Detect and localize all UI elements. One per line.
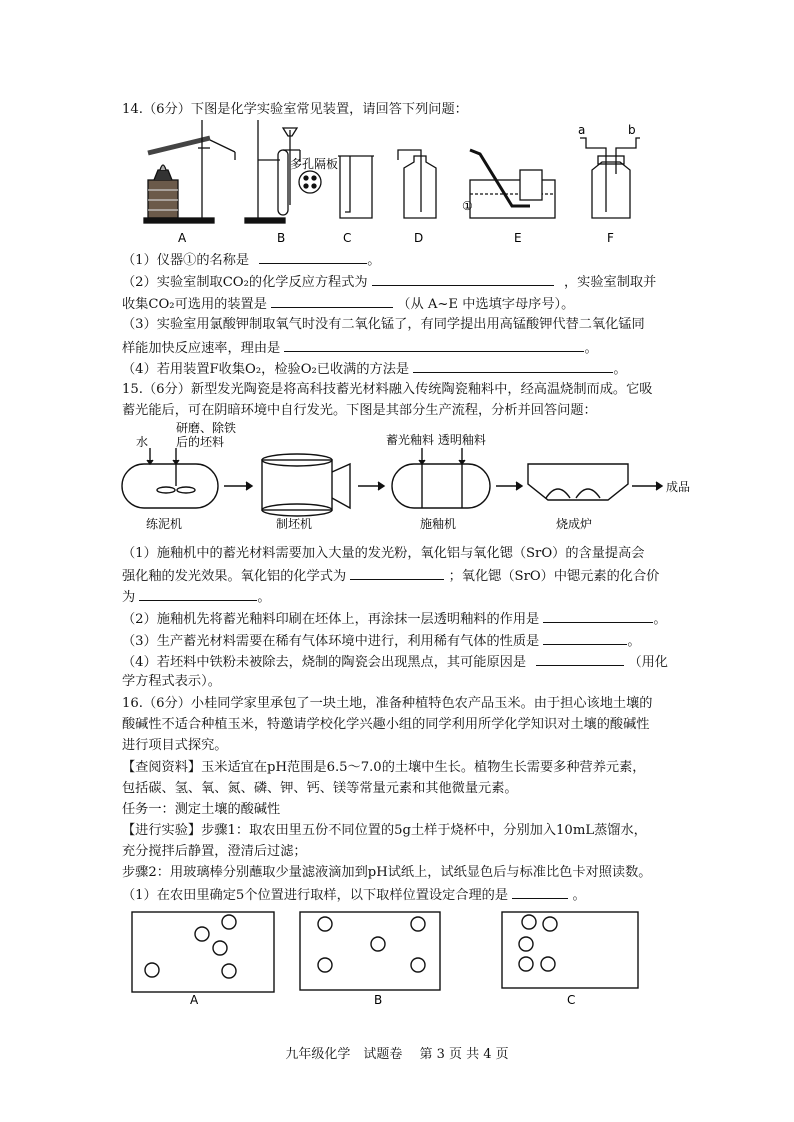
q15-q1-blank1[interactable] xyxy=(350,566,444,580)
q16-stem2: 酸碱性不适合种植玉米，特邀请学校化学兴趣小组的同学利用所学化学知识对土壤的酸碱性 xyxy=(122,717,650,732)
q15-q2-blank[interactable] xyxy=(543,609,653,623)
q14-sub1: （1）仪器①的名称是 。 xyxy=(122,250,380,270)
q14-q3-blank[interactable] xyxy=(284,338,584,352)
q14-q3b-text: 样能加快反应速率，理由是 xyxy=(122,341,281,356)
q15-q1c-text: ；氧化锶（SrO）中锶元素的化合价 xyxy=(448,569,660,584)
apparatus-c xyxy=(338,156,374,218)
flow-kiln: 烧成炉 xyxy=(556,517,593,531)
option-b-label: B xyxy=(374,993,383,1007)
q14-q2a-text: （2）实验室制取CO₂的化学反应方程式为 xyxy=(122,275,368,290)
q14-q1-text: （1）仪器①的名称是 xyxy=(122,253,250,268)
q16-info1: 【查阅资料】玉米适宜在pH范围是6.5～7.0的土壤中生长。植物生长需要多种营养元素， xyxy=(122,760,646,775)
q15-sub4-cont: 学方程式表示）。 xyxy=(122,674,221,689)
q14-sub4: （4）若用装置F收集O₂，检验O₂已收满的方法是 。 xyxy=(122,359,627,379)
page-footer: 九年级化学 试题卷 第 3 页 共 4 页 xyxy=(285,1047,509,1062)
option-c-label: C xyxy=(567,993,576,1007)
label-b: B xyxy=(277,231,286,245)
q14-sub2-cont xyxy=(122,294,574,314)
q16-q1-end: 。 xyxy=(572,888,586,903)
label-a: A xyxy=(178,231,187,245)
q14-sub3: （3）实验室用氯酸钾制取氧气时没有二氧化锰了，有同学提出用高锰酸钾代替二氧化锰同 xyxy=(122,317,645,332)
q14-stem: 14.（6分）下图是化学实验室常见装置，请回答下列问题： xyxy=(122,102,468,117)
q16-stem3: 进行项目式探究。 xyxy=(122,738,228,753)
q14-q2c-text: 收集CO₂可选用的装置是 xyxy=(122,297,267,312)
q16-info2: 包括碳、氢、氧、氮、磷、钾、钙、镁等常量元素和其他微量元素。 xyxy=(122,781,518,796)
q16-sub1 xyxy=(122,885,586,905)
q16-q1-text: （1）在农田里确定5个位置进行取样，以下取样位置设定合理的是 xyxy=(122,888,509,903)
q15-stem2: 蓄光能后，可在阴暗环境中自行发光。下图是其部分生产流程，分析并回答问题： xyxy=(122,403,597,418)
q15-q1d-text: 为 xyxy=(122,590,136,605)
q15-sub1c: 为 。 xyxy=(122,587,271,607)
apparatus-f xyxy=(580,138,640,218)
flow-former: 制坯机 xyxy=(276,517,313,531)
q15-q4-blank[interactable] xyxy=(536,652,624,666)
q14-apparatus-figure xyxy=(140,120,660,248)
label-f: F xyxy=(607,231,614,245)
q15-q1-blank2[interactable] xyxy=(139,587,257,601)
q14-q4-text: （4）若用装置F收集O₂，检验O₂已收满的方法是 xyxy=(122,362,410,377)
q15-q1b-text: 强化釉的发光效果。氧化铝的化学式为 xyxy=(122,569,347,584)
q15-q4b-text: （用化 xyxy=(628,655,668,670)
glazer-shape xyxy=(392,464,490,508)
flow-raw2: 后的坯料 xyxy=(176,435,225,449)
q14-q4-blank[interactable] xyxy=(413,359,613,373)
circled-one-label: ① xyxy=(462,199,473,213)
q15-sub1a: （1）施釉机中的蓄光材料需要加入大量的发光粉，氧化铝与氧化锶（SrO）的含量提高会 xyxy=(122,546,645,561)
q15-q3-blank[interactable] xyxy=(543,631,627,645)
option-b-box xyxy=(300,912,440,990)
q14-sub2 xyxy=(122,272,656,292)
gas-a-label: a xyxy=(578,123,586,137)
gas-b-label: b xyxy=(628,123,636,137)
flow-glazer: 施釉机 xyxy=(420,517,457,531)
q15-sub3: （3）生产蓄光材料需要在稀有气体环境中进行，利用稀有气体的性质是 。 xyxy=(122,631,641,651)
flow-glaze: 蓄光釉料 透明釉料 xyxy=(386,433,486,447)
q15-q4a-text: （4）若坯料中铁粉未被除去，烧制的陶瓷会出现黑点，其可能原因是 xyxy=(122,655,527,670)
flow-raw1: 研磨、除铁 xyxy=(176,421,237,435)
former-shape xyxy=(262,460,332,510)
q14-q2b-text: ，实验室制取并 xyxy=(563,275,657,290)
flow-water: 水 xyxy=(136,435,149,449)
q16-stem1: 16.（6分）小桂同学家里承包了一块土地，准备种植特色农产品玉米。由于担心该地土壤的 xyxy=(122,696,653,711)
q15-flow-diagram xyxy=(120,420,720,538)
q15-q2-text: （2）施釉机先将蓄光釉料印刷在坯体上，再涂抹一层透明釉料的作用是 xyxy=(122,612,540,627)
option-a-box xyxy=(132,912,274,992)
q15-sub4 xyxy=(122,652,668,672)
q14-q1-blank[interactable] xyxy=(259,250,367,264)
mixer-shape xyxy=(122,464,218,508)
plate-label: 多孔隔板 xyxy=(290,157,339,171)
q16-sampling-figure xyxy=(128,908,648,1008)
q15-q3-text: （3）生产蓄光材料需要在稀有气体环境中进行，利用稀有气体的性质是 xyxy=(122,634,540,649)
q14-sub3-cont: 样能加快反应速率，理由是 。 xyxy=(122,338,598,358)
q16-q1-blank[interactable] xyxy=(512,885,568,899)
apparatus-a xyxy=(144,120,235,223)
q16-exp1: 【进行实验】步骤1：取农田里五份不同位置的5g土样于烧杯中，分别加入10mL蒸馏水， xyxy=(122,823,647,838)
flow-product: 成品 xyxy=(666,480,691,494)
q16-task1: 任务一：测定土壤的酸碱性 xyxy=(122,802,281,817)
label-d: D xyxy=(414,231,424,245)
apparatus-e xyxy=(470,150,555,218)
apparatus-b xyxy=(245,120,321,223)
q15-sub2: （2）施釉机先将蓄光釉料印刷在坯体上，再涂抹一层透明釉料的作用是 。 xyxy=(122,609,667,629)
q16-exp2: 充分搅拌后静置，澄清后过滤； xyxy=(122,844,307,859)
q16-exp3: 步骤2：用玻璃棒分别蘸取少量滤液滴加到pH试纸上，试纸显色后与标准比色卡对照读数。 xyxy=(122,865,652,880)
flow-mixer: 练泥机 xyxy=(146,517,183,531)
apparatus-d xyxy=(398,150,436,218)
option-a-label: A xyxy=(190,993,199,1007)
label-e: E xyxy=(514,231,522,245)
label-c: C xyxy=(343,231,352,245)
q14-q2d-text: （从 A~E 中选填字母序号）。 xyxy=(397,297,575,312)
q15-sub1b xyxy=(122,566,659,586)
q14-q2-blank2[interactable] xyxy=(271,294,393,308)
q14-q2-blank1[interactable] xyxy=(372,272,554,286)
q15-stem1: 15.（6分）新型发光陶瓷是将高科技蓄光材料融入传统陶瓷釉料中，经高温烧制而成。它吸 xyxy=(122,382,653,397)
